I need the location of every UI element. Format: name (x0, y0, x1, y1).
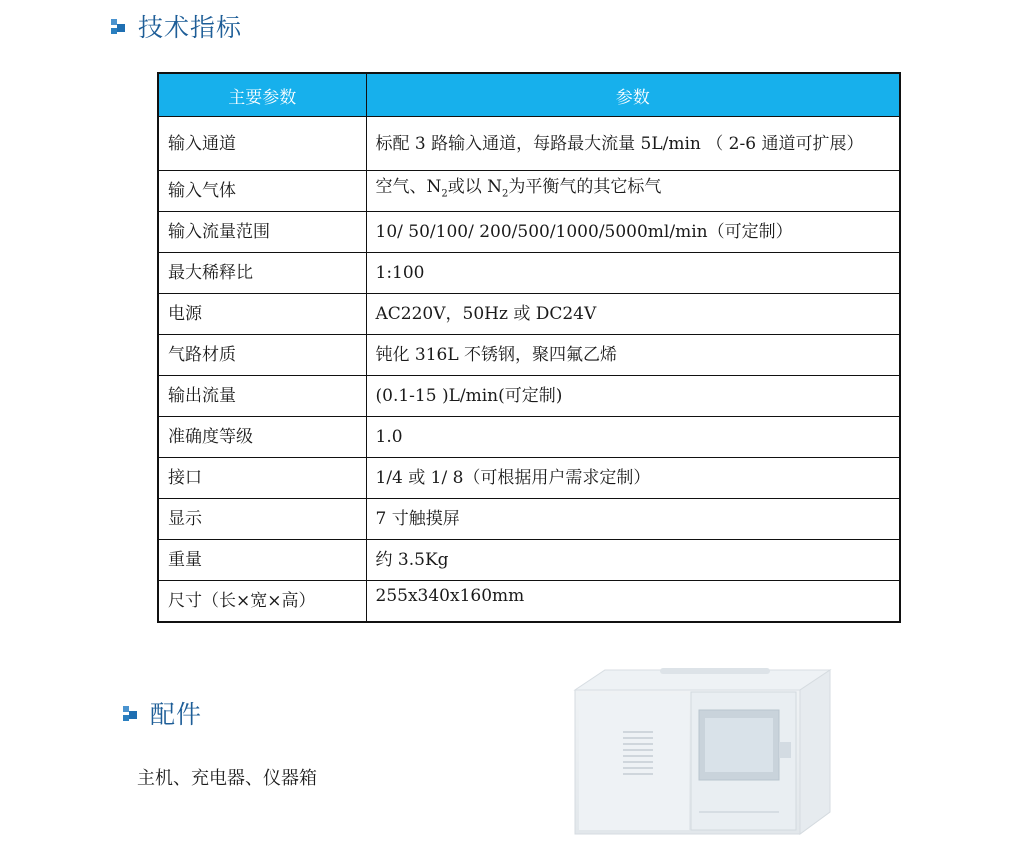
param-name: 输入流量范围 (158, 212, 366, 253)
param-name: 输出流量 (158, 376, 366, 417)
param-name: 气路材质 (158, 335, 366, 376)
param-value: 约 3.5Kg (366, 540, 900, 581)
table-row (158, 581, 900, 622)
table-row (158, 171, 900, 212)
section-heading-specs (110, 8, 242, 44)
column-header-param-value: 参数 (366, 73, 900, 117)
table-row (158, 253, 900, 294)
param-name: 最大稀释比 (158, 253, 366, 294)
param-value: AC220V，50Hz 或 DC24V (366, 294, 900, 335)
accessories-list: 主机、充电器、仪器箱 (137, 768, 317, 789)
table-row (158, 294, 900, 335)
param-value: 7 寸触摸屏 (366, 499, 900, 540)
square-bullet-icon (122, 703, 142, 723)
param-value (366, 171, 900, 212)
section-heading-accessories (122, 695, 202, 731)
table-row (158, 499, 900, 540)
value-text: 为平衡气的其它标气 (508, 177, 662, 198)
table-row (158, 212, 900, 253)
param-value: 1.0 (366, 417, 900, 458)
param-name: 输入通道 (158, 117, 366, 171)
param-value: 钝化 316L 不锈钢，聚四氟乙烯 (366, 335, 900, 376)
subscript: 2 (441, 188, 448, 200)
param-value: (0.1-15 )L/min(可定制) (366, 376, 900, 417)
value-text: 空气、N (375, 177, 442, 198)
table-row (158, 376, 900, 417)
table-row (158, 540, 900, 581)
spec-table (157, 72, 901, 623)
param-value: 1/4 或 1/ 8（可根据用户需求定制） (366, 458, 900, 499)
param-name: 尺寸（长×宽×高） (158, 581, 366, 622)
param-value: 标配 3 路输入通道，每路最大流量 5L/min （ 2-6 通道可扩展） (366, 117, 900, 171)
param-name: 接口 (158, 458, 366, 499)
param-value: 10/ 50/100/ 200/500/1000/5000ml/min（可定制） (366, 212, 900, 253)
table-row (158, 117, 900, 171)
param-name: 准确度等级 (158, 417, 366, 458)
param-value: 255x340x160mm (366, 581, 900, 622)
subscript: 2 (502, 188, 509, 200)
param-name: 电源 (158, 294, 366, 335)
table-row (158, 417, 900, 458)
table-header-row (158, 73, 900, 117)
gas-dilution-instrument-photo (565, 662, 840, 837)
param-name: 输入气体 (158, 171, 366, 212)
value-text: 或以 N (447, 177, 503, 198)
table-row (158, 458, 900, 499)
section-title: 配件 (150, 700, 203, 729)
column-header-param-name: 主要参数 (158, 73, 366, 117)
param-value: 1:100 (366, 253, 900, 294)
section-title: 技术指标 (138, 13, 243, 42)
param-name: 显示 (158, 499, 366, 540)
square-bullet-icon (110, 16, 130, 36)
table-row (158, 335, 900, 376)
param-name: 重量 (158, 540, 366, 581)
